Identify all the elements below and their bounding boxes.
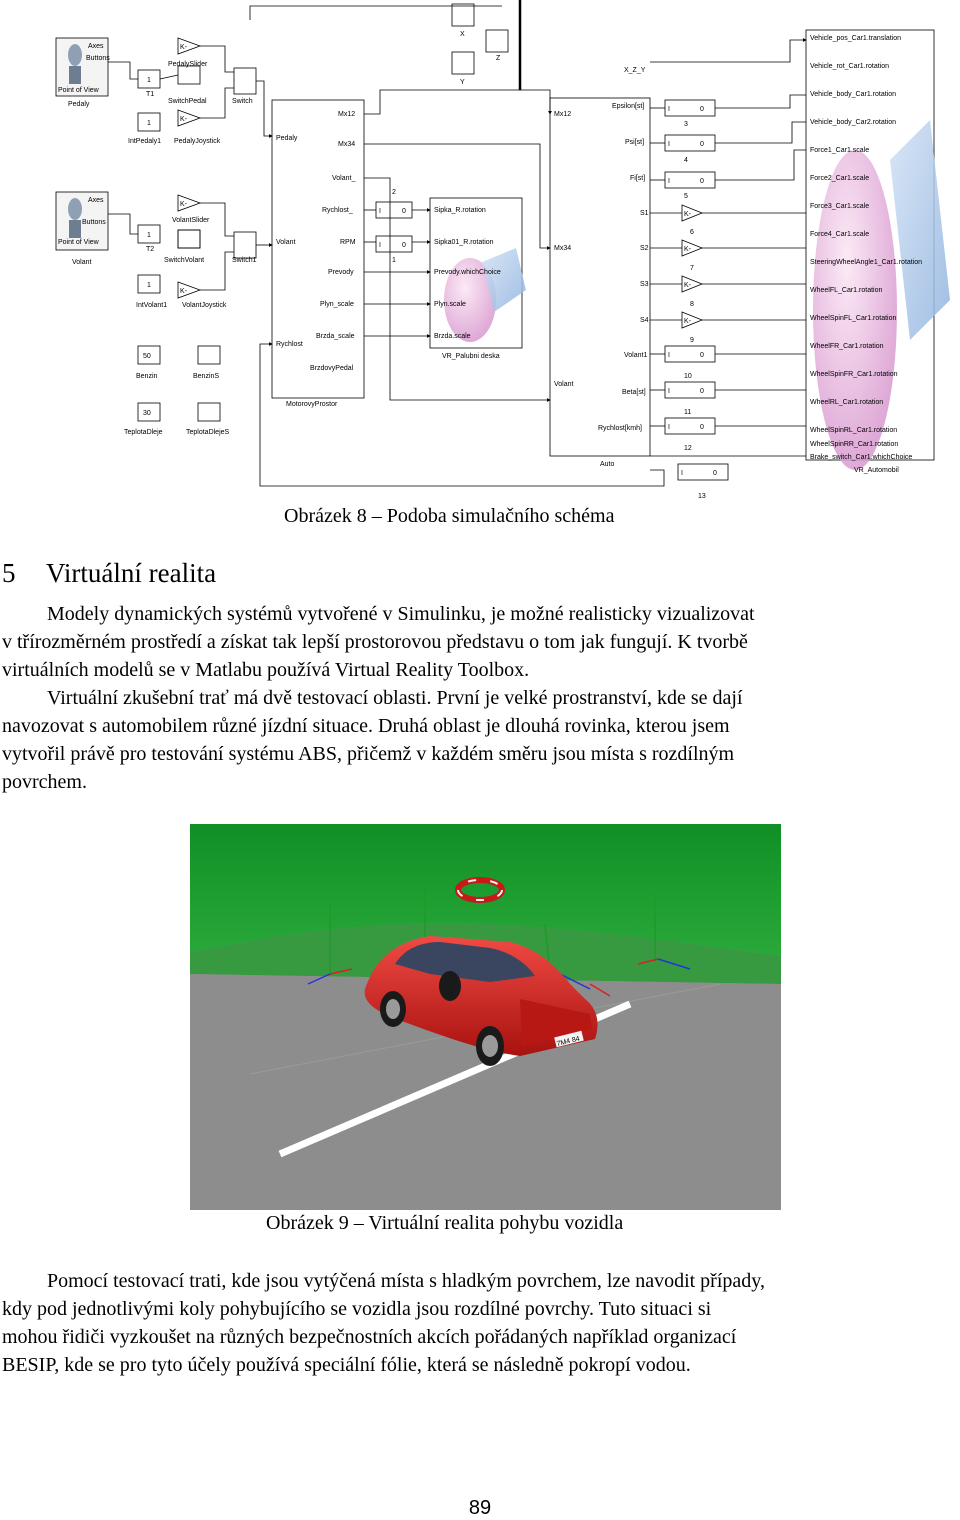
- paluba-in-0: Sipka_R.rotation: [434, 207, 486, 214]
- mp-out-8: BrzdovyPedal: [310, 365, 354, 372]
- label-pedaly-joystick: PedalyJoystick: [174, 138, 221, 145]
- auto-vr-in-16: Brake_switch_Car1.whichChoice: [810, 454, 913, 461]
- auto-out-9: Rychlost[kmh]: [598, 425, 642, 432]
- auto-out-2: Fi[st]: [630, 175, 646, 182]
- num-12: 12: [684, 445, 692, 452]
- auto-out-3: S1: [640, 210, 649, 217]
- label-k-7: K-: [684, 282, 691, 289]
- disp-i-2: I: [668, 141, 670, 148]
- disp-i-7: I: [681, 470, 683, 477]
- mp-out-6: Plyn_scale: [320, 301, 354, 308]
- para1-line-3: virtuálních modelů se v Matlabu používá Virtual Reality Toolbox.: [2, 659, 530, 681]
- para2-line-3: vytvořil právě pro testování systému ABS, přičemž v každém směru jsou místa s rozdílným: [2, 743, 735, 765]
- disp-i-8: I: [379, 208, 381, 215]
- label-k-4: K-: [180, 288, 187, 295]
- auto-vr-in-15: WheelSpinRR_Car1.rotation: [810, 441, 899, 448]
- vr-scene-image: [190, 824, 781, 1210]
- simulink-diagram: [50, 0, 950, 500]
- label-pov: Point of View: [58, 87, 99, 94]
- para2-line-1: Virtuální zkušební trať má dvě testovací oblasti. První je velké prostranství, kde se dají: [47, 687, 743, 709]
- num-10: 10: [684, 373, 692, 380]
- section-title: Virtuální realita: [46, 558, 217, 588]
- auto-vr-in-8: SteeringWheelAngle1_Car1.rotation: [810, 259, 923, 266]
- section-heading: [2, 558, 216, 589]
- mp-out-7: Brzda_scale: [316, 333, 355, 340]
- num-6: 6: [690, 229, 694, 236]
- label-int-pedaly1: IntPedaly1: [128, 138, 162, 145]
- label-axes: Axes: [88, 43, 104, 50]
- label-benzin-s: BenzinS: [193, 373, 220, 380]
- auto-vr-in-1: Vehicle_rot_Car1.rotation: [810, 63, 889, 70]
- disp-i-4: I: [668, 352, 670, 359]
- auto-in-2: Volant: [554, 381, 574, 388]
- label-benzin-val: 50: [143, 353, 151, 360]
- label-vr-paluba: VR_Palubni deska: [442, 353, 500, 360]
- disp-i-9: I: [379, 242, 381, 249]
- auto-vr-in-10: WheelSpinFL_Car1.rotation: [810, 315, 897, 322]
- auto-out-6: S4: [640, 317, 649, 324]
- num-5: 5: [684, 193, 688, 200]
- label-benzin: Benzin: [136, 373, 158, 380]
- mp-out-2: Volant_: [332, 175, 356, 182]
- mp-in-0: Pedaly: [276, 135, 298, 142]
- label-switch1: Switch1: [232, 257, 257, 264]
- label-one-4: 1: [147, 282, 151, 289]
- paragraph-1: [2, 600, 928, 684]
- figure8-caption: Obrázek 8 – Podoba simulačního schéma: [284, 505, 615, 527]
- label-volant-slider: VolantSlider: [172, 217, 210, 224]
- label-y: Y: [460, 79, 465, 86]
- label-one-1: 1: [147, 77, 151, 84]
- mp-out-4: RPM: [340, 239, 356, 246]
- mp-out-0: Mx12: [338, 111, 356, 118]
- label-switch-pedal: SwitchPedal: [168, 98, 207, 105]
- para2-line-4: povrchem.: [2, 771, 87, 793]
- num-7: 7: [690, 265, 694, 272]
- auto-vr-in-11: WheelFR_Car1.rotation: [810, 343, 884, 350]
- label-teplota: TeplotaDleje: [124, 429, 163, 436]
- num-4: 4: [684, 157, 688, 164]
- disp-0-9: 0: [402, 242, 406, 249]
- disp-0-8: 0: [402, 208, 406, 215]
- auto-in-1: Mx34: [554, 245, 572, 252]
- auto-out-0: Epsilon[st]: [612, 103, 645, 110]
- disp-0-2: 0: [700, 141, 704, 148]
- auto-out-1: Psi[st]: [625, 139, 645, 146]
- disp-0-6: 0: [700, 424, 704, 431]
- disp-i-5: I: [668, 388, 670, 395]
- label-z: Z: [496, 55, 501, 62]
- label-t2: T2: [146, 246, 155, 253]
- label-buttons: Buttons: [86, 55, 110, 62]
- label-volant-joystick: VolantJoystick: [182, 302, 227, 309]
- paragraph-2: [2, 684, 928, 796]
- num-13: 13: [698, 493, 706, 500]
- auto-out-5: S3: [640, 281, 649, 288]
- auto-vr-in-4: Force1_Car1.scale: [810, 147, 870, 154]
- para3-line-2: kdy pod jednotlivými koly pohybujícího se vozidla jsou rozdílné povrchy. Tuto situaci si: [2, 1298, 712, 1320]
- mp-out-3: Rychlost_: [322, 207, 353, 214]
- label-pedaly: Pedaly: [68, 101, 90, 108]
- paluba-in-4: Brzda.scale: [434, 333, 471, 340]
- auto-block: [550, 98, 650, 456]
- auto-vr-in-12: WheelSpinFR_Car1.rotation: [810, 371, 898, 378]
- label-pedaly-slider: PedalySlider: [168, 61, 208, 68]
- paluba-in-2: Prevody.whichChoice: [434, 269, 501, 276]
- label-vr-automobil: VR_Automobil: [854, 467, 899, 474]
- auto-vr-in-3: Vehicle_body_Car2.rotation: [810, 119, 897, 126]
- auto-vr-in-9: WheelFL_Car1.rotation: [810, 287, 883, 294]
- disp-0-4: 0: [700, 352, 704, 359]
- mp-in-1: Volant: [276, 239, 296, 246]
- paragraph-3: [2, 1267, 928, 1379]
- disp-i-3: I: [668, 178, 670, 185]
- license-plate: 7M4 84: [556, 1035, 581, 1048]
- paluba-in-3: Plyn.scale: [434, 301, 466, 308]
- label-buttons-2: Buttons: [82, 219, 106, 226]
- disp-0-1: 0: [700, 106, 704, 113]
- auto-in-0: Mx12: [554, 111, 572, 118]
- label-auto: Auto: [600, 461, 615, 468]
- label-teplota-s: TeplotaDlejeS: [186, 429, 230, 436]
- auto-vr-in-14: WheelSpinRL_Car1.rotation: [810, 427, 898, 434]
- disp-i-1: I: [668, 106, 670, 113]
- disp-0-7: 0: [713, 470, 717, 477]
- auto-vr-in-13: WheelRL_Car1.rotation: [810, 399, 884, 406]
- num-11: 11: [684, 409, 692, 416]
- mp-in-2: Rychlost: [276, 341, 303, 348]
- num-8: 8: [690, 301, 694, 308]
- label-k-2: K-: [180, 116, 187, 123]
- label-k-8: K-: [684, 318, 691, 325]
- auto-vr-in-6: Force3_Car1.scale: [810, 203, 870, 210]
- label-k-1: K-: [180, 44, 187, 51]
- label-k-5: K-: [684, 211, 691, 218]
- num-3: 3: [684, 121, 688, 128]
- label-teplota-val: 30: [143, 410, 151, 417]
- label-pov-2: Point of View: [58, 239, 99, 246]
- num-2: 2: [392, 189, 396, 196]
- page-number: 89: [468, 1497, 492, 1519]
- auto-vr-in-7: Force4_Car1.scale: [810, 231, 870, 238]
- label-int-volant1: IntVolant1: [136, 302, 168, 309]
- label-volant: Volant: [72, 259, 92, 266]
- disp-0-5: 0: [700, 388, 704, 395]
- num-1: 1: [392, 257, 396, 264]
- mp-out-5: Prevody: [328, 269, 354, 276]
- num-9: 9: [690, 337, 694, 344]
- disp-0-3: 0: [700, 178, 704, 185]
- mp-out-1: Mx34: [338, 141, 356, 148]
- auto-vr-in-2: Vehicle_body_Car1.rotation: [810, 91, 897, 98]
- label-one-2: 1: [147, 120, 151, 127]
- figure9-caption: Obrázek 9 – Virtuální realita pohybu vozidla: [266, 1212, 624, 1234]
- label-t1: T1: [146, 91, 155, 98]
- para3-line-3: mohou řidiči vyzkoušet na různých bezpečnostních akcích pořádaných například organizací: [2, 1326, 737, 1348]
- disp-i-6: I: [668, 424, 670, 431]
- auto-vr-in-5: Force2_Car1.scale: [810, 175, 870, 182]
- paluba-in-1: Sipka01_R.rotation: [434, 239, 494, 246]
- label-switch-volant: SwitchVolant: [164, 257, 205, 264]
- label-k-6: K-: [684, 246, 691, 253]
- label-xzy: X_Z_Y: [624, 67, 646, 74]
- label-motorovy-prostor: MotorovyProstor: [286, 401, 338, 408]
- para3-line-1: Pomocí testovací trati, kde jsou vytýčená místa s hladkým povrchem, lze navodit případy,: [47, 1270, 765, 1292]
- label-switch: Switch: [232, 98, 253, 105]
- auto-out-7: Volant1: [624, 352, 648, 359]
- para1-line-1: Modely dynamických systémů vytvořené v Simulinku, je možné realisticky vizualizovat: [47, 603, 755, 625]
- label-x: X: [460, 31, 465, 38]
- section-number: 5: [2, 558, 16, 588]
- label-k-3: K-: [180, 201, 187, 208]
- label-one-3: 1: [147, 232, 151, 239]
- para1-line-2: v třírozměrném prostředí a získat tak lepší prostorovou představu o tom jak fungují. K tvorbě: [2, 631, 748, 653]
- auto-out-8: Beta[st]: [622, 389, 646, 396]
- label-axes-2: Axes: [88, 197, 104, 204]
- para2-line-2: navozovat s automobilem různé jízdní situace. Druhá oblast je dlouhá rovinka, kterou jsem: [2, 715, 730, 737]
- para3-line-4: BESIP, kde se pro tyto účely používá speciální fólie, která se následně pokropí vodou.: [2, 1354, 691, 1376]
- auto-out-4: S2: [640, 245, 649, 252]
- auto-vr-in-0: Vehicle_pos_Car1.translation: [810, 35, 902, 42]
